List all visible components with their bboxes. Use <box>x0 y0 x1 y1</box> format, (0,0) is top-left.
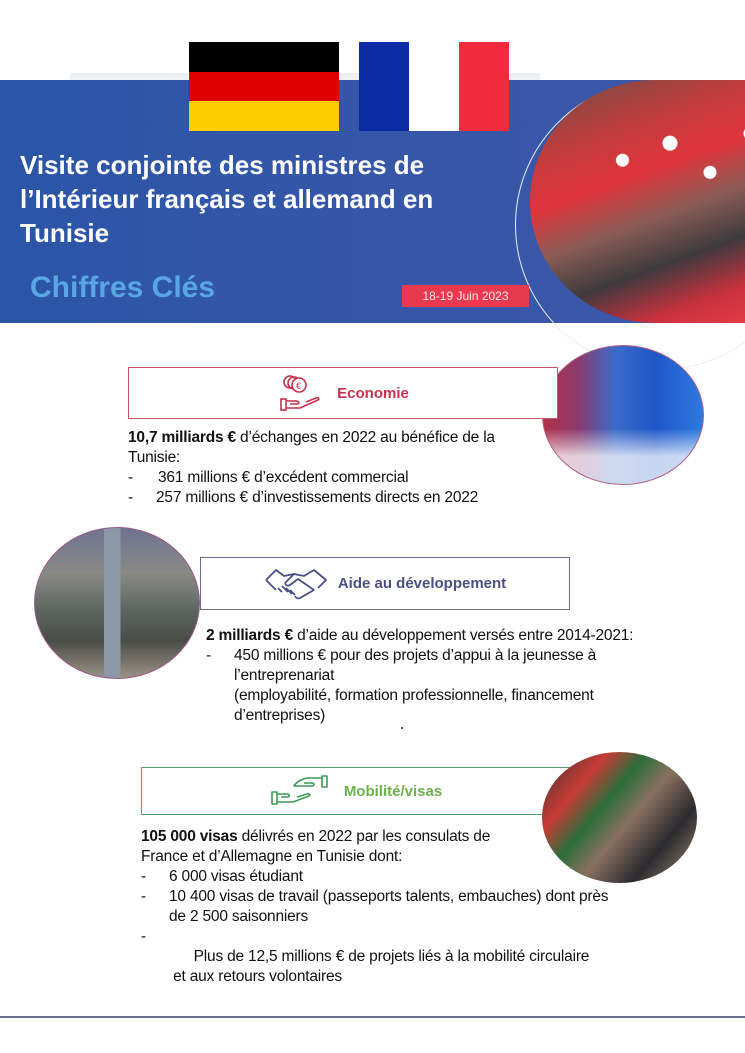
economy-lead <box>128 428 548 468</box>
bullet-dash: - <box>141 888 146 905</box>
economy-label: Economie <box>337 384 409 402</box>
germany-flag-icon <box>189 42 339 131</box>
economy-section-header <box>128 367 558 419</box>
economy-bullet-1: 361 millions € d’excédent commercial <box>158 469 409 486</box>
list-item <box>206 646 686 726</box>
bullet-dash: - <box>141 928 146 945</box>
list-item <box>141 927 621 1007</box>
mobility-bullet-1: 6 000 visas étudiant <box>169 868 303 885</box>
aid-lead <box>206 626 686 646</box>
mobility-text <box>141 827 621 1007</box>
bullet-dash: - <box>128 469 133 486</box>
coins-hand-icon <box>277 373 327 413</box>
aid-bullet-1 <box>234 646 686 726</box>
handshake-icon <box>264 566 328 602</box>
mobility-lead-rest: délivrés en 2022 par les consulats de <box>237 828 491 845</box>
mobility-section-header <box>141 767 571 815</box>
bullet-dash: - <box>128 489 133 506</box>
aid-bullet-line-1: 450 millions € pour des projets d’appui à la jeunesse à l’entreprenariat <box>234 647 597 684</box>
mobility-lead <box>141 827 621 847</box>
list-item <box>128 468 548 488</box>
mobility-bullet-2-line-2: de 2 500 saisonniers <box>169 908 309 925</box>
aid-text <box>206 626 686 726</box>
subtitle: Chiffres Clés <box>30 271 216 304</box>
footer-divider <box>0 1016 745 1018</box>
list-item <box>128 488 548 508</box>
economy-text <box>128 428 548 508</box>
title-line-3: Tunisie <box>20 218 110 248</box>
hands-exchange-icon <box>270 774 334 808</box>
mobility-bullet-3-line-1: Plus de 12,5 millions € de projets liés à la mobilité circulaire <box>193 948 590 965</box>
date-badge: 18-19 Juin 2023 <box>402 285 529 307</box>
economy-lead-bold: 10,7 milliards € <box>128 429 236 446</box>
mobility-lead-bold: 105 000 visas <box>141 828 238 845</box>
france-flag-icon <box>359 42 509 131</box>
economy-lead-rest: d’échanges en 2022 au bénéfice de la Tunisie: <box>128 429 495 466</box>
mobility-label: Mobilité/visas <box>343 782 443 800</box>
aid-bullet-line-2: (employabilité, formation professionnelle, financement d’entreprises) <box>234 687 594 724</box>
svg-text:€: € <box>296 381 302 391</box>
title-line-2: l’Intérieur français et allemand en <box>20 184 434 214</box>
mobility-bullet-2 <box>169 887 608 927</box>
aid-lead-rest: d’aide au développement versés entre 2014-2021: <box>293 627 634 644</box>
stray-dot <box>401 727 403 729</box>
mobility-bullet-3 <box>169 927 589 1007</box>
list-item <box>141 887 621 927</box>
economy-bullet-2: 257 millions € d’investissements directs en 2022 <box>156 489 479 506</box>
mobility-bullet-2-line-1: 10 400 visas de travail (passeports talents, embauches) dont près <box>169 888 609 905</box>
aid-label: Aide au développement <box>337 575 507 592</box>
mobility-lead-line-2: France et d’Allemagne en Tunisie dont: <box>141 848 403 865</box>
list-item <box>141 867 621 887</box>
aid-section-header <box>200 557 570 610</box>
mobility-bullet-3-line-2: et aux retours volontaires <box>169 968 342 985</box>
tunis-cityscape-photo <box>34 527 200 679</box>
page-title <box>20 148 490 250</box>
aid-lead-bold: 2 milliards € <box>206 627 294 644</box>
bullet-dash: - <box>206 647 211 664</box>
title-line-1: Visite conjointe des ministres de <box>20 150 425 180</box>
bullet-dash: - <box>141 868 146 885</box>
stock-market-tunisia-photo <box>542 345 704 485</box>
